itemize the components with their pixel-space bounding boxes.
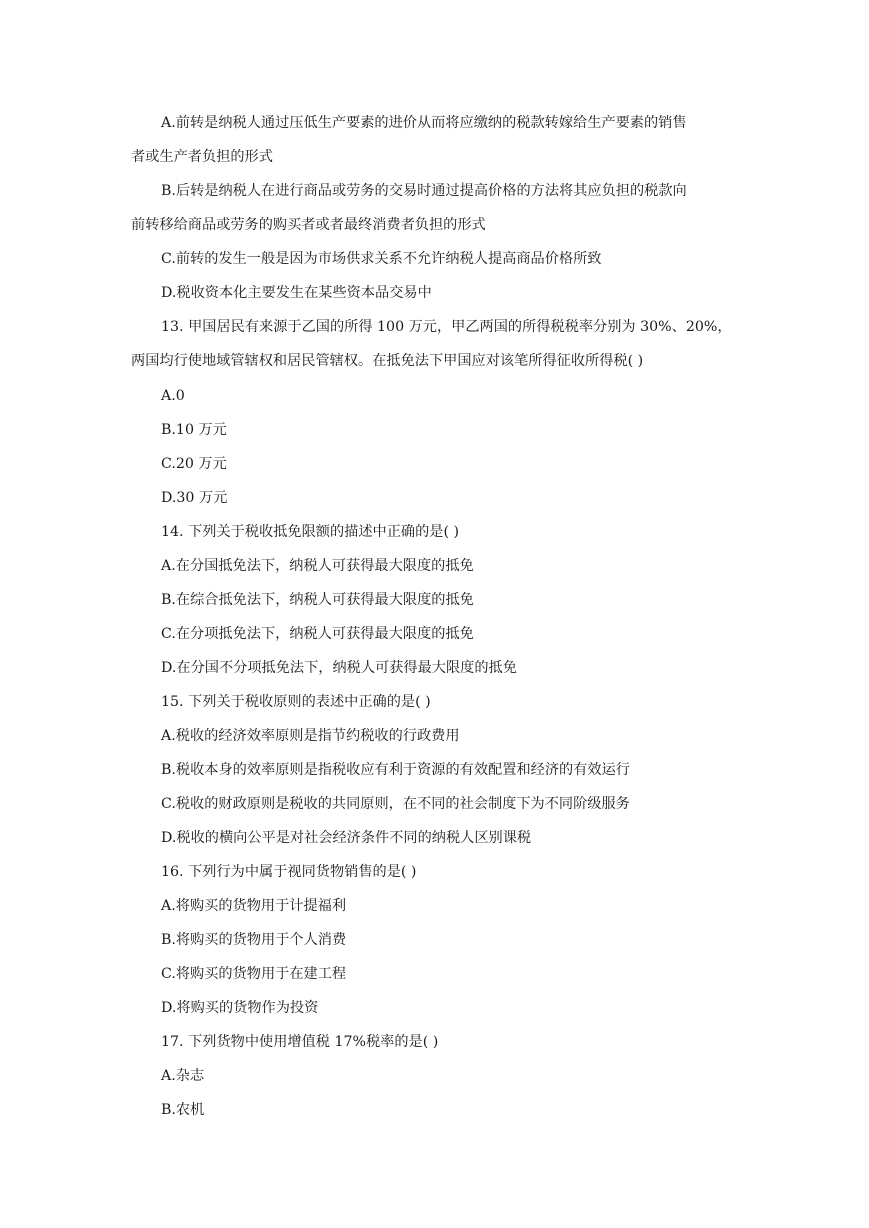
q15-option-c: C.税收的财政原则是税收的共同原则，在不同的社会制度下为不同阶级服务: [161, 796, 630, 812]
q16-stem: 16. 下列行为中属于视同货物销售的是( ): [161, 864, 417, 880]
q14-option-a: A.在分国抵免法下，纳税人可获得最大限度的抵免: [161, 558, 474, 574]
q17-option-a: A.杂志: [161, 1068, 205, 1084]
q15-option-b: B.税收本身的效率原则是指税收应有利于资源的有效配置和经济的有效运行: [161, 762, 630, 778]
q14-option-b: B.在综合抵免法下，纳税人可获得最大限度的抵免: [161, 592, 474, 608]
q16-option-a: A.将购买的货物用于计提福利: [161, 898, 347, 914]
q12-option-a-line2: 者或生产者负担的形式: [131, 149, 273, 165]
q13-stem-line1: 13. 甲国居民有来源于乙国的所得 100 万元，甲乙两国的所得税税率分别为 30%、20%，: [161, 319, 732, 335]
q13-option-c: C.20 万元: [161, 456, 227, 472]
q12-option-b-line2: 前转移给商品或劳务的购买者或者最终消费者负担的形式: [131, 217, 486, 233]
q12-option-d: D.税收资本化主要发生在某些资本品交易中: [161, 285, 432, 301]
q13-option-b: B.10 万元: [161, 422, 227, 438]
q13-option-a: A.0: [161, 388, 185, 404]
q13-option-d: D.30 万元: [161, 490, 228, 506]
q14-stem: 14. 下列关于税收抵免限额的描述中正确的是( ): [161, 524, 460, 540]
q12-option-b-line1: B.后转是纳税人在进行商品或劳务的交易时通过提高价格的方法将其应负担的税款向: [161, 183, 687, 199]
q14-option-c: C.在分项抵免法下，纳税人可获得最大限度的抵免: [161, 626, 474, 642]
q15-option-a: A.税收的经济效率原则是指节约税收的行政费用: [161, 728, 460, 744]
q15-stem: 15. 下列关于税收原则的表述中正确的是( ): [161, 694, 431, 710]
q17-option-b: B.农机: [161, 1102, 205, 1118]
q13-stem-line2: 两国均行使地域管辖权和居民管辖权。在抵免法下甲国应对该笔所得征收所得税( ): [131, 353, 644, 369]
q16-option-c: C.将购买的货物用于在建工程: [161, 966, 347, 982]
q16-option-b: B.将购买的货物用于个人消费: [161, 932, 347, 948]
q17-stem: 17. 下列货物中使用增值税 17%税率的是( ): [161, 1034, 439, 1050]
q12-option-a-line1: A.前转是纳税人通过压低生产要素的进价从而将应缴纳的税款转嫁给生产要素的销售: [161, 115, 687, 131]
q12-option-c: C.前转的发生一般是因为市场供求关系不允许纳税人提高商品价格所致: [161, 251, 602, 267]
q16-option-d: D.将购买的货物作为投资: [161, 1000, 319, 1016]
q14-option-d: D.在分国不分项抵免法下，纳税人可获得最大限度的抵免: [161, 660, 517, 676]
q15-option-d: D.税收的横向公平是对社会经济条件不同的纳税人区别课税: [161, 830, 532, 846]
